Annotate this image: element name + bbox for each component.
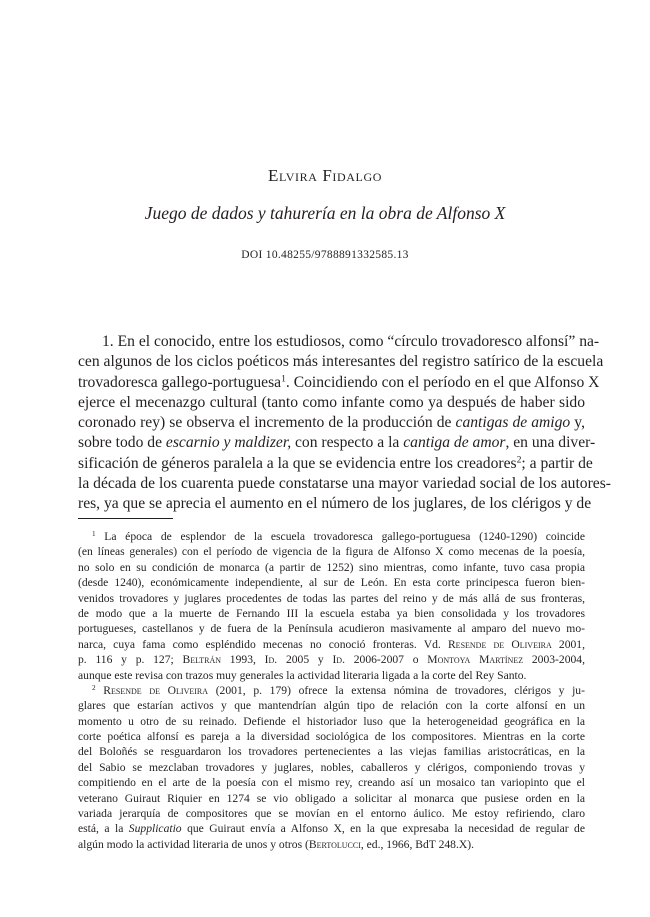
text-run: cantigas de amigo	[455, 414, 571, 432]
text-run: está, a la	[78, 822, 129, 836]
text-run: , ed., 1966, BdT 248.X).	[360, 837, 475, 851]
text-run: (desde 1240), económicamente independiente, al sur de León. En esta corte principesca fueron bien-	[78, 576, 585, 590]
text-run: . Coincidiendo con el período en el que Alfonso X	[285, 373, 600, 391]
text-run: compitiendo en el arte de la poesía con el mismo rey, creando así un mosaico tan variopinto que el	[78, 776, 585, 790]
chapter-doi: DOI 10.48255/9788891332585.13	[241, 249, 409, 261]
text-run: 2005 y	[277, 653, 333, 667]
text-run: 2001,	[551, 637, 585, 651]
body-paragraph	[78, 332, 611, 515]
body-line	[78, 373, 600, 393]
text-run: escarnio y maldizer,	[165, 434, 292, 452]
text-run: coronado rey) se observa el incremento de la producción de	[78, 414, 456, 432]
text-run: del Sabio se mezclaban trovadores y juglares, nobles, caballeros y clérigos, componiendo trovas y	[78, 760, 585, 774]
footnote-line	[78, 668, 585, 683]
chapter-author: Elvira Fidalgo	[267, 166, 383, 185]
text-run: Id.	[332, 653, 345, 667]
footnote-reference: 1	[281, 373, 286, 385]
body-line	[78, 474, 611, 494]
footnote-line	[78, 837, 585, 852]
text-run: 1993,	[221, 653, 265, 667]
text-run: sobre todo de	[78, 434, 166, 452]
text-run: Montoya Martínez	[427, 653, 524, 667]
text-run: aunque este revisa con trazos muy generales la actividad literaria ligada a la corte del Rey Santo.	[78, 668, 527, 682]
text-run: veterano Guiraut Riquier en 1274 se vio obligado a solicitar al monarca que pusiese orden en la	[78, 791, 585, 805]
text-run: Id.	[264, 653, 278, 667]
text-run: Bertolucci	[308, 837, 361, 851]
text-run: sificación de géneros paralela a la que se evidencia entre los creadores	[78, 454, 517, 472]
footnote-line	[78, 560, 585, 575]
footnote-line	[78, 821, 585, 836]
body-line	[78, 393, 585, 413]
footnote-line	[78, 775, 585, 790]
text-run: res, ya que se aprecia el aumento en el número de los juglares, de los clérigos y de	[78, 495, 592, 513]
text-run: no solo en su condición de monarca (a partir de 1252) sino mientras, como infante, tuvo casa propia	[78, 560, 585, 574]
text-run: cen algunos de los ciclos poéticos más interesantes del registro satírico de la escuela	[78, 353, 604, 371]
text-run: ejerce el mecenazgo cultural (tanto como infante como ya después de haber sido	[78, 393, 585, 411]
footnote-reference: 2	[92, 683, 96, 692]
text-run: p. 116 y p. 127;	[78, 653, 183, 667]
footnote-reference: 2	[516, 454, 522, 466]
text-run: Beltrán	[182, 653, 222, 667]
text-run: Resende de Oliveira	[103, 683, 209, 697]
footnote-line	[78, 791, 585, 806]
footnote-line	[78, 575, 585, 590]
text-run: Supplicatio	[128, 822, 182, 836]
text-run: que Guiraut envía a Alfonso X, en la que expresaba la necesidad de regular de	[181, 822, 585, 836]
footnote-reference: 1	[92, 530, 96, 539]
footnote-line	[78, 729, 585, 744]
footnote-line	[78, 637, 585, 652]
text-run: 2006-2007 o	[344, 653, 428, 667]
footnotes	[78, 529, 585, 852]
chapter-title: Juego de dados y tahurería en la obra de Alfonso X	[144, 203, 506, 223]
text-run: 1. En el conocido, entre los estudiosos, como “círculo trovadoresco alfonsí” na-	[102, 333, 600, 350]
text-run: con respecto a la	[291, 434, 404, 452]
footnote-line	[78, 698, 585, 713]
footnote-line	[78, 714, 585, 729]
footnote-line	[78, 529, 585, 544]
body-line	[78, 413, 585, 433]
footnote-line	[78, 760, 585, 775]
footnote-line	[78, 744, 585, 759]
text-run: (2001, p. 179) ofrece la extensa nómina de trovadores, clérigos y ju-	[208, 683, 585, 697]
footnote-line	[78, 652, 585, 667]
text-run: portugueses, castellanos y de fuera de la Península acudieron masivamente al amparo del nuevo mo-	[78, 622, 585, 636]
text-run: , en una diver-	[505, 434, 596, 452]
text-run: corte poética alfonsí es pareja a la diversidad sociológica de los compositores. Mientras en la corte	[78, 730, 585, 744]
text-run: glares que estarían activos y que mantendrían algún tipo de relación con la corte alfonsí en un	[78, 699, 585, 713]
text-run: y,	[570, 414, 585, 432]
body-line	[78, 433, 596, 453]
text-run: narca, cuya fama como espléndido mecenas no conoció fronteras. Vd.	[78, 637, 448, 651]
text-run: venidos trovadores y juglares procedentes de todas las partes del reino y de más allá de sus fronteras,	[78, 591, 585, 605]
body-line	[78, 494, 592, 514]
footnote-line	[78, 544, 585, 559]
footnote-separator	[78, 518, 173, 519]
text-run: trovadoresca gallego-portuguesa	[78, 373, 282, 391]
text-run: cantiga de amor	[403, 434, 506, 452]
footnote-line	[78, 806, 585, 821]
text-run: La época de esplendor de la escuela trovadoresca gallego-portuguesa (1240-1290) coincide	[95, 530, 585, 543]
text-run: 2003-2004,	[523, 653, 585, 667]
text-run: variada jerarquía de compositores que se movían en el entorno áulico. Me estoy refiriendo, claro	[78, 807, 585, 821]
footnote-line	[78, 591, 585, 606]
text-run: momento u otro de su reinado. Defiende el historiador luso que la heterogeneidad geográfica en la	[78, 714, 585, 728]
text-run: ; a partir de	[521, 454, 593, 472]
body-line	[78, 332, 600, 352]
body-line	[78, 454, 593, 474]
text-run: de modo que a la muerte de Fernando III la escuela estaba ya bien consolidada y los trovadores	[78, 606, 585, 620]
text-run: Resende de Oliveira	[447, 637, 552, 651]
footnote-line	[78, 683, 585, 698]
text-run: del Boloñés se resguardaron los trovadores pertenecientes a las viejas familias aristocráticas, en la	[78, 745, 585, 759]
body-line	[78, 352, 604, 372]
footnote-line	[78, 606, 585, 621]
text-run: la década de los cuarenta puede constatarse una mayor variedad social de los autores-	[78, 475, 611, 493]
footnote-line	[78, 621, 585, 636]
text-run: (en líneas generales) con el período de vigencia de la figura de Alfonso X como mecenas de la poesía,	[78, 545, 585, 559]
text-run: algún modo la actividad literaria de unos y otros (	[78, 837, 309, 851]
